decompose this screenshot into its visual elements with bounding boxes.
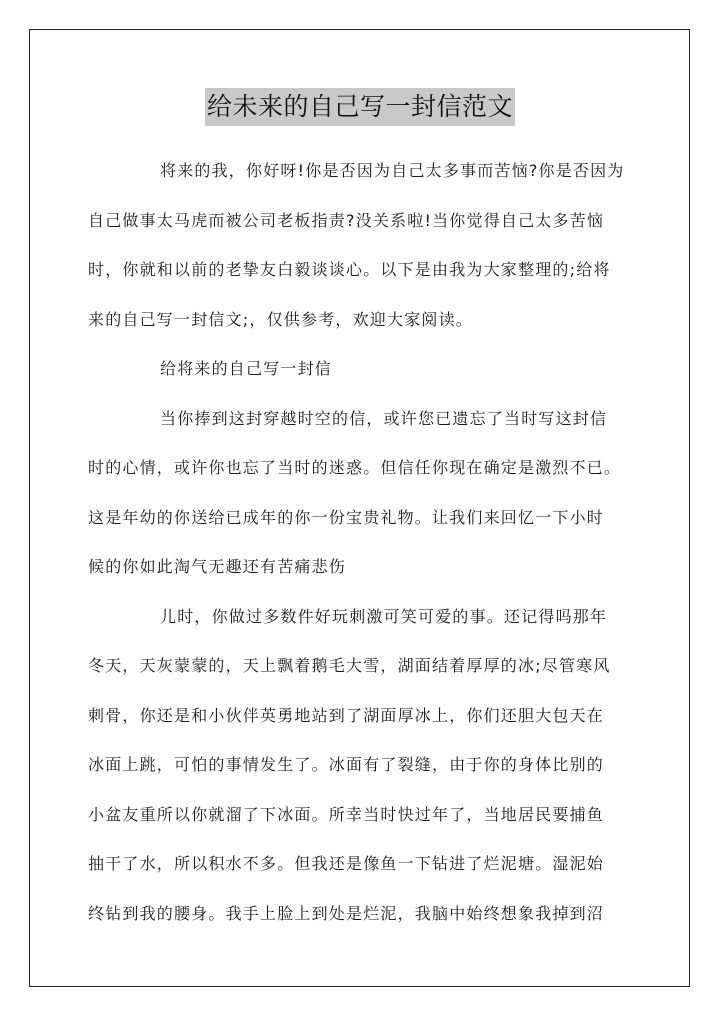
text-line: 儿时，你做过多数件好玩刺激可笑可爱的事。还记得吗那年 [160, 606, 608, 626]
text-line: 抽干了水，所以积水不多。但我还是像鱼一下钻进了烂泥塘。湿泥始 [88, 854, 605, 873]
section-heading: 给将来的自己写一封信 [160, 359, 333, 378]
text-line: 来的自己写一封信文;，仅供参考，欢迎大家阅读。 [88, 309, 473, 329]
text-line: 刺骨，你还是和小伙伴英勇地站到了湖面厚冰上，你们还胆大包天在 [88, 705, 605, 725]
document-title: 给未来的自己写一封信范文 [205, 88, 515, 126]
document-body [88, 148, 633, 940]
text-line: 时，你就和以前的老挚友白毅谈谈心。以下是由我为大家整理的;给将 [88, 260, 611, 279]
text-line: 时的心情，或许你也忘了当时的迷惑。但信任你现在确定是激烈不已。 [88, 458, 622, 477]
text-line: 冬天，天灰蒙蒙的，天上飘着鹅毛大雪，湖面结着厚厚的冰;尽管寒风 [88, 656, 611, 675]
title-container [0, 88, 720, 126]
text-line: 终钻到我的腰身。我手上脸上到处是烂泥，我脑中始终想象我掉到沼 [88, 903, 605, 923]
text-line: 这是年幼的你送给已成年的你一份宝贵礼物。让我们来回忆一下小时 [88, 507, 605, 527]
text-line: 候的你如此淘气无趣还有苦痛悲伤 [88, 557, 347, 576]
text-line: 当你捧到这封穿越时空的信，或许您已遗忘了当时写这封信 [160, 408, 608, 428]
text-line: 小盆友重所以你就溜了下冰面。所幸当时快过年了，当地居民要捕鱼 [88, 804, 605, 824]
text-line: 将来的我，你好呀!你是否因为自己太多事而苦恼?你是否因为 [160, 161, 625, 180]
text-line: 冰面上跳，可怕的事情发生了。冰面有了裂缝，由于你的身体比别的 [88, 755, 605, 774]
text-line: 自己做事太马虎而被公司老板指责?没关系啦!当你觉得自己太多苦恼 [88, 210, 605, 230]
